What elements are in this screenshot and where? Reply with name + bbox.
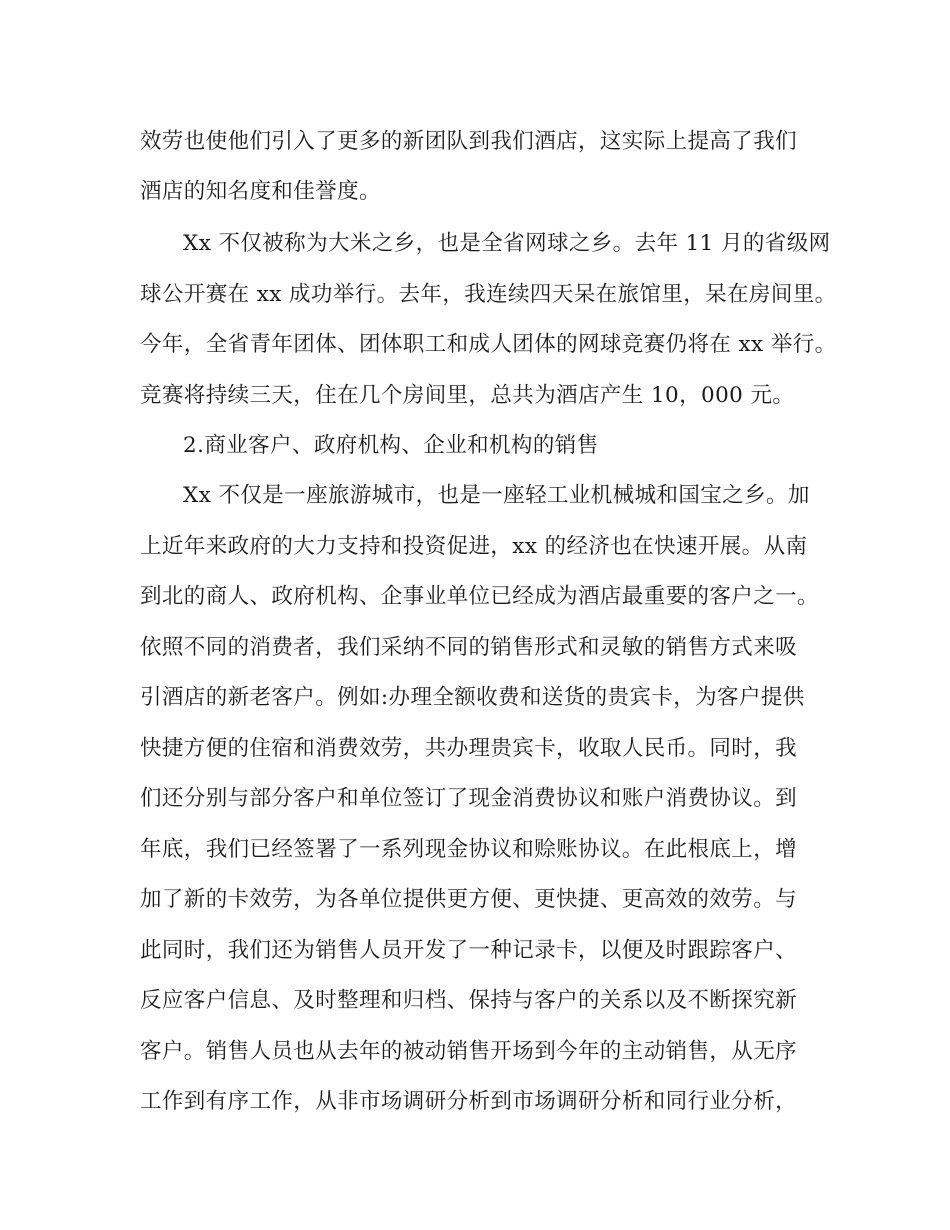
paragraph-line: 酒店的知名度和佳誉度。: [140, 179, 381, 204]
paragraph-line: Xx 不仅是一座旅游城市，也是一座轻工业机械城和国宝之乡。加: [183, 483, 810, 508]
paragraph-line: Xx 不仅被称为大米之乡，也是全省网球之乡。去年 11 月的省级网: [183, 231, 831, 256]
section-heading: 2.商业客户、政府机构、企业和机构的销售: [183, 433, 599, 458]
paragraph-line: 球公开赛在 xx 成功举行。去年，我连续四天呆在旅馆里，呆在房间里。: [140, 282, 837, 307]
paragraph-line: 快捷方便的住宿和消费效劳，共办理贵宾卡，收取人民币。同时，我: [140, 736, 798, 761]
paragraph-line: 工作到有序工作，从非市场调研分析到市场调研分析和同行业分析，: [140, 1089, 798, 1114]
paragraph-line: 效劳也使他们引入了更多的新团队到我们酒店，这实际上提高了我们: [140, 129, 798, 154]
paragraph-line: 此同时，我们还为销售人员开发了一种记录卡，以便及时跟踪客户、: [140, 938, 798, 963]
paragraph-line: 竞赛将持续三天，住在几个房间里，总共为酒店产生 10，000 元。: [140, 383, 795, 408]
paragraph-line: 引酒店的新老客户。例如:办理全额收费和送货的贵宾卡，为客户提供: [140, 685, 805, 710]
paragraph-line: 反应客户信息、及时整理和归档、保持与客户的关系以及不断探究新: [140, 988, 798, 1013]
paragraph-line: 上近年来政府的大力支持和投资促进，xx 的经济也在快速开展。从南: [140, 534, 808, 559]
paragraph-line: 客户。销售人员也从去年的被动销售开场到今年的主动销售，从无序: [140, 1039, 798, 1064]
paragraph-line: 到北的商人、政府机构、企事业单位已经成为酒店最重要的客户之一。: [140, 584, 819, 609]
paragraph-line: 们还分别与部分客户和单位签订了现金消费协议和账户消费协议。到: [140, 786, 798, 811]
paragraph-line: 加了新的卡效劳，为各单位提供更方便、更快捷、更高效的效劳。与: [140, 887, 798, 912]
paragraph-line: 年底，我们已经签署了一系列现金协议和赊账协议。在此根底上，增: [140, 837, 798, 862]
paragraph-line: 今年，全省青年团体、团体职工和成人团体的网球竞赛仍将在 xx 举行。: [140, 332, 837, 357]
paragraph-line: 依照不同的消费者，我们采纳不同的销售形式和灵敏的销售方式来吸: [140, 635, 798, 660]
